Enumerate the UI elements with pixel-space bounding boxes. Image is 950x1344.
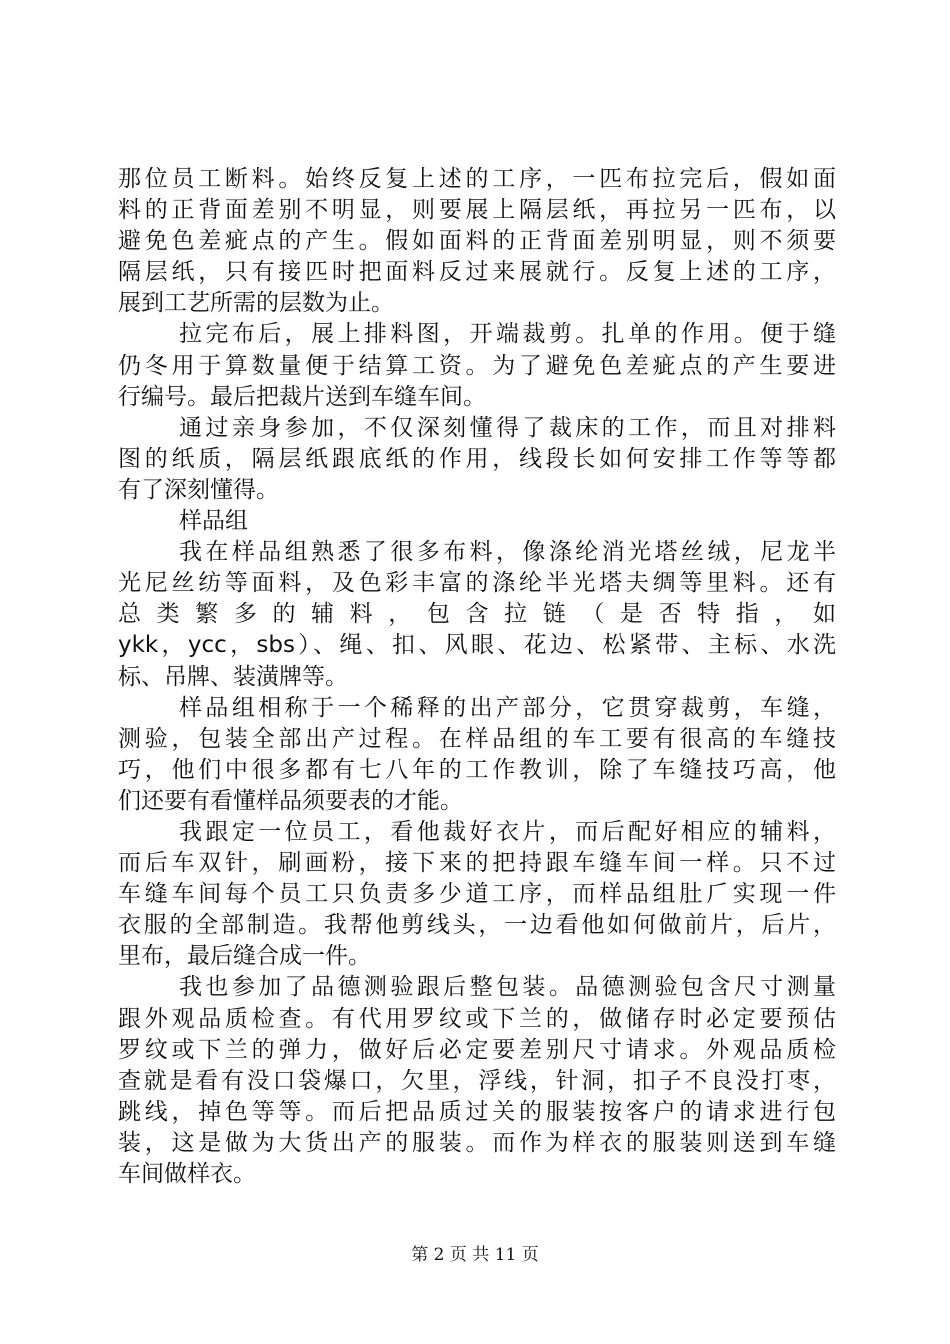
text-line: 跟外观品质检查。有代用罗纹或下兰的，做储存时必定要预估 <box>118 1005 836 1032</box>
text-line: 我也参加了品德测验跟后整包装。品德测验包含尺寸测量 <box>179 974 836 1001</box>
text-line: 光尼丝纺等面料，及色彩丰富的涤纶半光塔夫绸等里料。还有 <box>118 570 836 597</box>
text-line: 查就是看有没口袋爆口，欠里，浮线，针洞，扣子不良没打枣， <box>118 1067 836 1094</box>
text-line: 行编号。最后把裁片送到车缝车间。 <box>118 383 486 410</box>
paragraph <box>118 817 836 972</box>
text-line: 装，这是做为大货出产的服装。而作为样衣的服装则送到车缝 <box>118 1129 836 1156</box>
text-line: 们还要有看懂样品须要表的才能。 <box>118 787 463 814</box>
text-line: 总 类 繁 多 的 辅 料 ， 包 含 拉 链 （ 是 否 特 指 ， 如 <box>118 601 836 628</box>
page-number-footer: 第 2 页 共 11 页 <box>411 1245 539 1265</box>
text-line: 我跟定一位员工，看他裁好衣片，而后配好相应的辅料， <box>179 818 836 845</box>
paragraph <box>118 413 836 506</box>
text-line: 我在样品组熟悉了很多布料，像涤纶消光塔丝绒，尼龙半 <box>179 539 836 566</box>
text-line: 通过亲身参加，不仅深刻懂得了裁床的工作，而且对排料 <box>179 414 836 441</box>
paragraph <box>118 319 836 412</box>
text-line: 车缝车间每个员工只负责多少道工序，而样品组肚𠂆实现一件 <box>118 881 836 908</box>
text-line: 测验，包装全部出产过程。在样品组的车工要有很高的车缝技 <box>118 725 836 752</box>
text-line: 展到工艺所需的层数为止。 <box>118 290 394 317</box>
text-line: 衣服的全部制造。我帮他剪线头，一边看他如何做前片，后片， <box>118 912 836 939</box>
text-line: 有了深刻懂得。 <box>118 476 279 503</box>
body-text <box>118 164 836 1190</box>
paragraph <box>118 537 836 692</box>
text-line: 标、吊牌、装潢牌等。 <box>118 663 348 690</box>
paragraph <box>118 972 836 1190</box>
text-line: 里布，最后缝合成一件。 <box>118 943 371 970</box>
text-line: 图的纸质，隔层纸跟底纸的作用，线段长如何安排工作等等都 <box>118 445 836 472</box>
text-line: 避免色差疵点的产生。假如面料的正背面差别明显，则不须要 <box>118 228 836 255</box>
text-line: 罗纹或下兰的弹力，做好后必定要差别尺寸请求。外观品质检 <box>118 1036 836 1063</box>
section-heading <box>118 506 836 537</box>
text-line: 样品组 <box>179 508 248 535</box>
text-line: 样品组相称于一个稀释的出产部分，它贯穿裁剪，车缝， <box>179 694 836 721</box>
text-line: 隔层纸，只有接匹时把面料反过来展就行。反复上述的工序， <box>118 259 836 286</box>
text-line: 车间做样衣。 <box>118 1161 256 1187</box>
text-line: 巧，他们中很多都有七八年的工作教训，除了车缝技巧高，他 <box>118 756 836 783</box>
text-line: ykk，ycc，sbs）、绳、扣、风眼、花边、松紧带、主标、水洗 <box>118 632 836 659</box>
paragraph <box>118 693 836 817</box>
text-line: 拉完布后，展上排料图，开端裁剪。扎单的作用。便于缝 <box>179 321 836 348</box>
text-line: 仍冬用于算数量便于结算工资。为了避免色差疵点的产生要进 <box>118 352 836 379</box>
text-line: 料的正背面差别不明显，则要展上隔层纸，再拉另一匹布，以 <box>118 197 836 224</box>
text-line: 而后车双针，刷画粉，接下来的把持跟车缝车间一样。只不过 <box>118 850 836 877</box>
text-line: 那位员工断料。始终反复上述的工序，一匹布拉完后，假如面 <box>118 166 836 192</box>
paragraph <box>118 164 836 319</box>
text-line: 跳线，掉色等等。而后把品质过关的服装按客户的请求进行包 <box>118 1098 836 1125</box>
